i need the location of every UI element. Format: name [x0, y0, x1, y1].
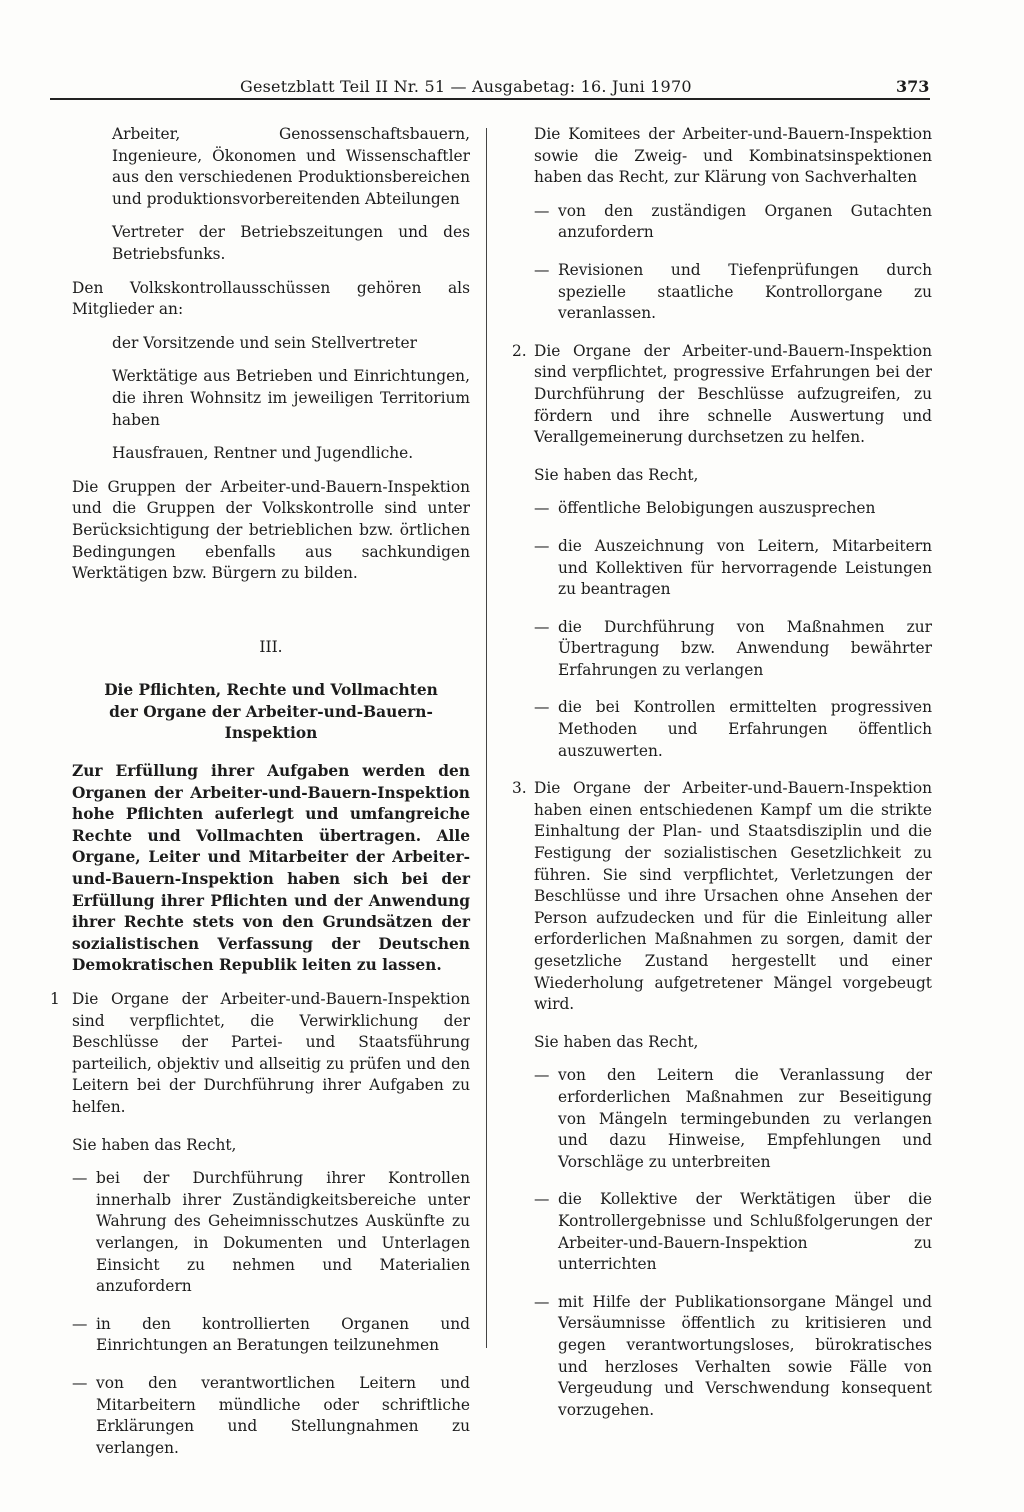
header-rule: [50, 98, 930, 100]
dash-item: [534, 1189, 932, 1275]
section-heading-line: Die Pflichten, Rechte und Vollmachten: [104, 681, 438, 700]
dash-mark: —: [534, 1066, 550, 1085]
dash-mark: —: [534, 1292, 550, 1311]
member-list-item: Hausfrauen, Rentner und Jugendliche.: [112, 444, 414, 463]
dash-text: die Auszeichnung von Leitern, Mitarbeitern und Kollektiven für hervorragende Leistungen zu beantragen: [558, 536, 932, 599]
paragraph: Die Gruppen der Arbeiter-und-Bauern-Inspektion und die Gruppen der Volkskontrolle sind unter Berücksichtigung der betrieblichen bzw. örtlichen Bedingungen ebenfalls aus sachkundigen Werktätigen bzw. Bürgern zu bilden.: [72, 477, 470, 583]
dash-text: Revisionen und Tiefenprüfungen durch spezielle staatliche Kontrollorgane zu veranlassen.: [558, 260, 932, 323]
rights-intro: Sie haben das Recht,: [534, 465, 699, 484]
dash-item: [534, 498, 932, 520]
dash-text: von den zuständigen Organen Gutachten anzufordern: [558, 201, 932, 242]
dash-mark: —: [534, 201, 550, 220]
dash-mark: —: [72, 1169, 88, 1188]
numbered-item-1: [50, 989, 470, 1119]
member-list-item: Vertreter der Betriebszeitungen und des Betriebsfunks.: [112, 223, 470, 263]
dash-mark: —: [72, 1314, 88, 1333]
dash-mark: —: [534, 1190, 550, 1209]
dash-text: bei der Durchführung ihrer Kontrollen innerhalb ihrer Zuständigkeitsbereiche unter Wahrung des Geheimnisschutzes Auskünfte zu verlangen, in Dokumenten und Unterlagen Einsicht zu nehmen und Materialien anzufordern: [96, 1169, 470, 1296]
dash-item: [534, 617, 932, 682]
item-number: 2.: [512, 341, 527, 360]
item-number: 1: [50, 990, 60, 1008]
right-column: [512, 124, 932, 1437]
paragraph: Den Volkskontrollausschüssen gehören als Mitglieder an:: [72, 278, 470, 319]
numbered-item-2: [512, 341, 932, 449]
member-list-item: der Vorsitzende und sein Stellvertreter: [112, 333, 417, 352]
section-heading-line: der Organe der Arbeiter-und-Bauern-Inspektion: [109, 702, 433, 743]
dash-text: die bei Kontrollen ermittelten progressiven Methoden und Erfahrungen öffentlich auszuwerten.: [558, 698, 932, 760]
rights-intro: Sie haben das Recht,: [72, 1135, 237, 1154]
page-number: 373: [896, 77, 930, 96]
column-divider: [486, 128, 487, 1348]
dash-item: [72, 1314, 470, 1357]
dash-text: von den verantwortlichen Leitern und Mitarbeitern mündliche oder schriftliche Erklärungen und Stellungnahmen zu verlangen.: [96, 1373, 470, 1457]
section-heading: [72, 680, 470, 745]
dash-item: [534, 697, 932, 762]
item-text: Die Organe der Arbeiter-und-Bauern-Inspektion haben einen entschiedenen Kampf um die strikte Einhaltung der Plan- und Staatsdisziplin und die Festigung der sozialistischen Gesetzlichkeit zu führen. Sie sind verpflichtet, Verletzungen der Beschlüsse und ihre Ursachen ohne Ansehen der Person aufzudecken und für die Einleitung aller erforderlichen Maßnahmen zu sorgen, damit der gesetzliche Zustand hergestellt und einer Wiederholung aufgetretener Mängel vorgebeugt wird.: [534, 779, 932, 1014]
page-header: [240, 76, 940, 100]
numbered-item-3: [512, 778, 932, 1016]
dash-item: [534, 536, 932, 601]
dash-item: [534, 1292, 932, 1422]
item-number: 3.: [512, 779, 527, 798]
dash-item: [534, 1065, 932, 1173]
left-column: [50, 124, 470, 1475]
dash-text: mit Hilfe der Publikationsorgane Mängel und Versäumnisse öffentlich zu kritisieren und gegen verantwortungsloses, bürokratisches und herzloses Verhalten sowie Fälle von Vergeudung und Verschwendung konsequent vorzugehen.: [558, 1292, 932, 1419]
dash-mark: —: [534, 499, 550, 518]
dash-mark: —: [534, 698, 550, 717]
dash-text: in den kontrollierten Organen und Einrichtungen an Beratungen teilzunehmen: [96, 1314, 470, 1355]
dash-item: [534, 201, 932, 244]
dash-text: öffentliche Belobigungen auszusprechen: [558, 499, 876, 518]
dash-text: von den Leitern die Veranlassung der erforderlichen Maßnahmen zur Beseitigung von Mängeln termingebunden zu verlangen und dazu Hinweise, Empfehlungen und Vorschläge zu unterbreiten: [558, 1066, 932, 1171]
bold-paragraph: Zur Erfüllung ihrer Aufgaben werden den Organen der Arbeiter-und-Bauern-Inspektion hohe Pflichten auferlegt und umfangreiche Rechte und Vollmachten übertragen. Alle Organe, Leiter und Mitarbeiter der Arbeiter-und-Bauern-Inspektion haben sich bei der Erfüllung ihrer Pflichten und der Anwendung ihrer Rechte stets von den Grundsätzen der sozialistischen Verfassung der Deutschen Demokratischen Republik leiten zu lassen.: [72, 762, 470, 975]
dash-item: [72, 1373, 470, 1459]
item-text: Die Organe der Arbeiter-und-Bauern-Inspektion sind verpflichtet, die Verwirklichung der Beschlüsse der Partei- und Staatsführung parteilich, objektiv und allseitig zu prüfen und den Leitern bei der Durchführung ihrer Aufgaben zu helfen.: [72, 990, 470, 1116]
header-title: Gesetzblatt Teil II Nr. 51 — Ausgabetag: 16. Juni 1970: [240, 77, 692, 96]
rights-intro: Sie haben das Recht,: [534, 1032, 699, 1051]
dash-text: die Kollektive der Werktätigen über die Kontrollergebnisse und Schlußfolgerungen der Arbeiter-und-Bauern-Inspektion zu unterrichten: [558, 1190, 932, 1274]
dash-mark: —: [534, 617, 550, 636]
dash-text: die Durchführung von Maßnahmen zur Übertragung bzw. Anwendung bewährter Erfahrungen zu verlangen: [558, 617, 932, 679]
dash-item: [72, 1168, 470, 1298]
member-list-item: Arbeiter, Genossenschaftsbauern, Ingenieure, Ökonomen und Wissenschaftler aus den verschiedenen Produktionsbereichen und produktionsvorbereitenden Abteilungen: [112, 125, 470, 208]
dash-mark: —: [534, 536, 550, 555]
dash-mark: —: [534, 260, 550, 279]
dash-mark: —: [72, 1373, 88, 1392]
item-text: Die Organe der Arbeiter-und-Bauern-Inspektion sind verpflichtet, progressive Erfahrungen bei der Durchführung der Beschlüsse aufzugreifen, zu fördern und ihre schnelle Auswertung und Verallgemeinerung durchsetzen zu helfen.: [534, 341, 932, 447]
paragraph: Die Komitees der Arbeiter-und-Bauern-Inspektion sowie die Zweig- und Kombinatsinspektionen haben das Recht, zur Klärung von Sachverhalten: [534, 125, 932, 187]
member-list-item: Werktätige aus Betrieben und Einrichtungen, die ihren Wohnsitz im jeweiligen Territorium haben: [112, 367, 470, 429]
section-number: III.: [259, 637, 283, 656]
dash-item: [534, 260, 932, 325]
